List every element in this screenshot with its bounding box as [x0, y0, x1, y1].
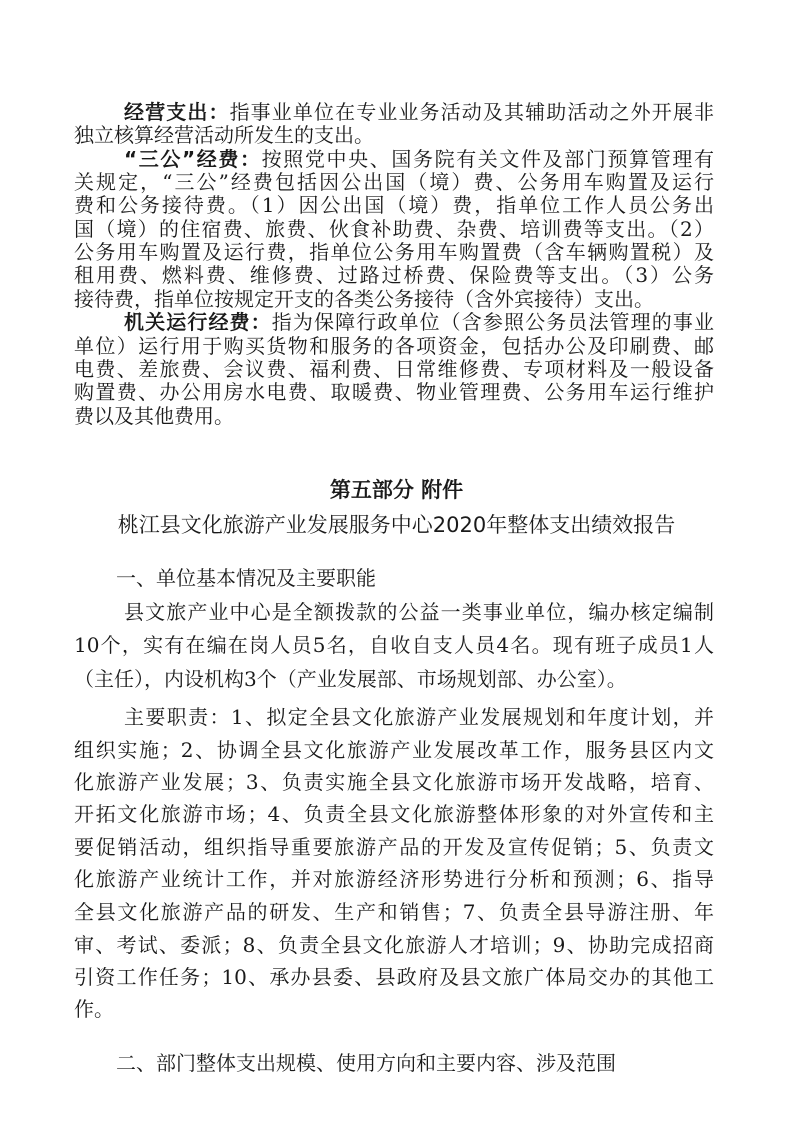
text-line: 组织实施；2、协调全县文化旅游产业发展改革工作，服务县区内文 — [74, 738, 714, 762]
text-line: 县文旅产业中心是全额拨款的公益一类事业单位，编办核定编制 — [124, 600, 714, 624]
definition-agency-operation-line: 机关运行经费：指为保障行政单位（含参照公务员法管理的事业 — [124, 310, 715, 334]
definition-three-public-line: “三公”经费：按照党中央、国务院有关文件及部门预算管理有 — [124, 147, 714, 171]
text-line: 审、考试、委派；8、负责全县文化旅游人才培训；9、协助完成招商 — [74, 933, 714, 957]
text-line: 电费、差旅费、会议费、福利费、日常维修费、专项材料及一般设备 — [74, 357, 714, 381]
text-line: 作。 — [74, 997, 114, 1021]
text-line: 独立核算经营活动所发生的支出。 — [74, 123, 374, 147]
report-title: 桃江县文化旅游产业发展服务中心2020年整体支出绩效报告 — [117, 513, 676, 537]
section2-heading: 二、部门整体支出规模、使用方向和主要内容、涉及范围 — [116, 1051, 616, 1075]
text-line: 费和公务接待费。（1）因公出国（境）费，指单位工作人员公务出 — [74, 193, 714, 217]
text-line: 化旅游产业发展；3、负责实施全县文化旅游市场开发战略，培育、 — [74, 770, 714, 794]
text-line: 关规定，“三公”经费包括因公出国（境）费、公务用车购置及运行 — [74, 170, 714, 194]
text-line: （主任），内设机构3个（产业发展部、市场规划部、办公室）。 — [74, 667, 627, 691]
text-line: 购置费、办公用房水电费、取暖费、物业管理费、公务用车运行维护 — [74, 380, 714, 404]
text-line: 全县文化旅游产品的研发、生产和销售；7、负责全县导游注册、年 — [74, 900, 714, 924]
part-heading: 第五部分 附件 — [329, 478, 464, 502]
term-operating-expense: 经营支出： — [124, 100, 230, 124]
term-three-public: “三公”经费： — [124, 147, 262, 171]
text-line: 要促销活动，组织指导重要旅游产品的开发及宣传促销；5、负责文 — [74, 835, 714, 859]
section1-heading: 一、单位基本情况及主要职能 — [116, 566, 376, 590]
text-line: 国（境）的住宿费、旅费、伙食补助费、杂费、培训费等支出。（2） — [74, 217, 714, 241]
text-line: 租用费、燃料费、维修费、过路过桥费、保险费等支出。（3）公务 — [74, 263, 714, 287]
text-line: 引资工作任务；10、承办县委、县政府及县文旅广体局交办的其他工 — [74, 965, 714, 989]
text-line: 接待费，指单位按规定开支的各类公务接待（含外宾接待）支出。 — [74, 287, 654, 311]
text-line: 开拓文化旅游市场；4、负责全县文化旅游整体形象的对外宣传和主 — [74, 802, 714, 826]
term-agency-operation: 机关运行经费： — [124, 310, 272, 334]
text-line: 费以及其他费用。 — [74, 404, 234, 428]
text-line: 公务用车购置及运行费，指单位公务用车购置费（含车辆购置税）及 — [74, 240, 714, 264]
text-line: 单位）运行用于购买货物和服务的各项资金，包括办公及印刷费、邮 — [74, 334, 714, 358]
definition-operating-expense-line: 经营支出：指事业单位在专业业务活动及其辅助活动之外开展非 — [124, 100, 715, 124]
text-line: 10个，实有在编在岗人员5名，自收自支人员4名。现有班子成员1人 — [74, 633, 714, 657]
text-line: 化旅游产业统计工作，并对旅游经济形势进行分析和预测；6、指导 — [74, 867, 714, 891]
text-line: 主要职责：1、拟定全县文化旅游产业发展规划和年度计划，并 — [124, 705, 714, 729]
